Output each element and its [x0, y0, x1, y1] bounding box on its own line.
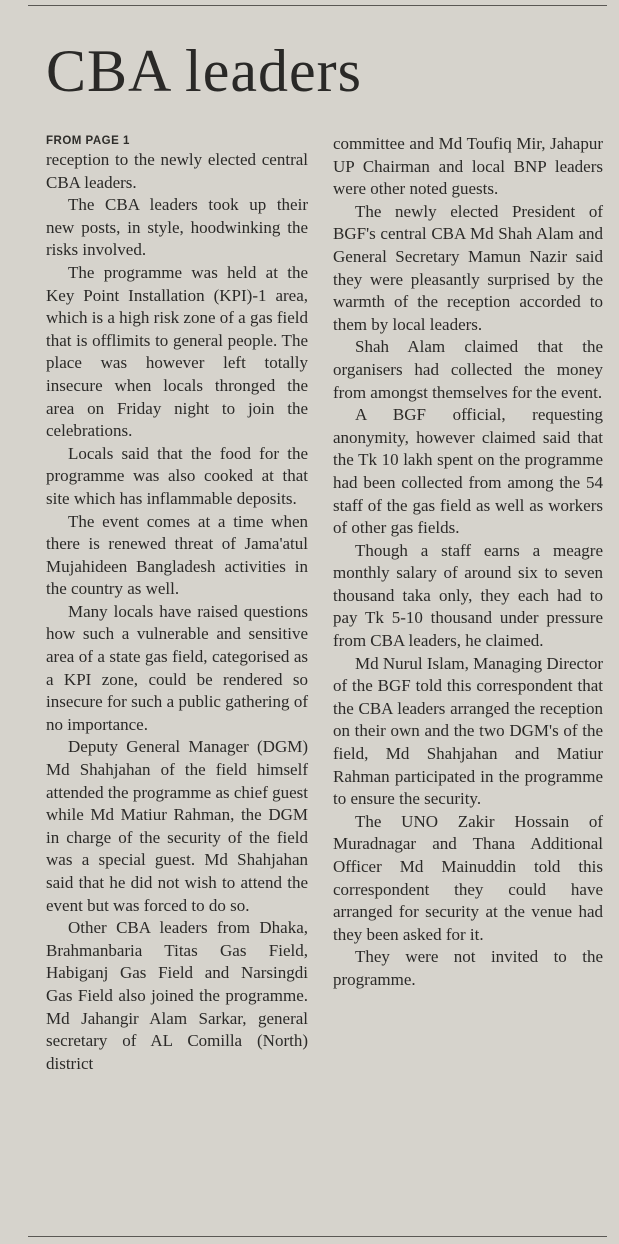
paragraph: The UNO Zakir Hossain of Muradnagar and Thana Additional Officer Md Mainuddin told this correspondent they could have arranged for security at the venue had they been asked for it.: [333, 811, 603, 944]
paragraph: Though a staff earns a meagre monthly salary of around six to seven thousand taka only, they each had to pay Tk 5-10 thousand under pressure from CBA leaders, he claimed.: [333, 540, 603, 651]
paragraph: Shah Alam claimed that the organisers had collected the money from amongst themselves for the event.: [333, 337, 603, 402]
top-rule: [28, 5, 607, 6]
headline: CBA leaders: [46, 38, 362, 104]
paragraph: Md Nurul Islam, Managing Director of the BGF told this correspondent that the CBA leaders arranged the reception on their own and the two DGM's of the field, Md Shahjahan and Matiur Rahman participated in the programme to ensure the security.: [333, 653, 603, 809]
paragraph: Locals said that the food for the programme was also cooked at that site which has inflammable deposits.: [46, 443, 308, 508]
paragraph: A BGF official, requesting anonymity, however claimed said that the Tk 10 lakh spent on the programme had been collected from among the 54 staff of the gas field as well as workers of other gas fields.: [333, 405, 603, 538]
paragraph: committee and Md Toufiq Mir, Jahapur UP Chairman and local BNP leaders were other noted guests.: [333, 134, 603, 199]
paragraph: Deputy General Manager (DGM) Md Shahjahan of the field himself attended the programme as chief guest while Md Matiur Rahman, the DGM in charge of the security of the field was a special guest. Md Shahjahan said that he did not wish to attend the event but was forced to do so.: [46, 737, 308, 915]
paragraph: The event comes at a time when there is renewed threat of Jama'atul Mujahideen Bangladesh activities in the country as well.: [46, 511, 308, 599]
bottom-rule: [28, 1236, 607, 1237]
paragraph: They were not invited to the programme.: [333, 947, 603, 989]
paragraph: Other CBA leaders from Dhaka, Brahmanbaria Titas Gas Field, Habiganj Gas Field and Narsingdi Gas Field also joined the programme. Md Jahangir Alam Sarkar, general secretary of AL Comilla (North) district: [46, 918, 308, 1073]
continuation-kicker: FROM PAGE 1: [46, 135, 130, 147]
paragraph: reception to the newly elected central CBA leaders.: [46, 150, 308, 192]
paragraph: Many locals have raised questions how such a vulnerable and sensitive area of a state gas field, categorised as a KPI zone, could be rendered so insecure for such a public gathering of no importance.: [46, 601, 308, 734]
paragraph: The programme was held at the Key Point Installation (KPI)-1 area, which is a high risk zone of a gas field that is offlimits to general people. The place was however left totally insecure when locals thronged the area on Friday night to join the celebrations.: [46, 262, 309, 441]
paragraph: The newly elected President of BGF's central CBA Md Shah Alam and General Secretary Mamun Nazir said they were pleasantly surprised by the warmth of the reception accorded to them by local leaders.: [333, 201, 603, 334]
article-column-right: [333, 133, 603, 992]
article-column-left: [46, 133, 308, 1075]
paragraph: The CBA leaders took up their new posts, in style, hoodwinking the risks involved.: [46, 195, 308, 260]
